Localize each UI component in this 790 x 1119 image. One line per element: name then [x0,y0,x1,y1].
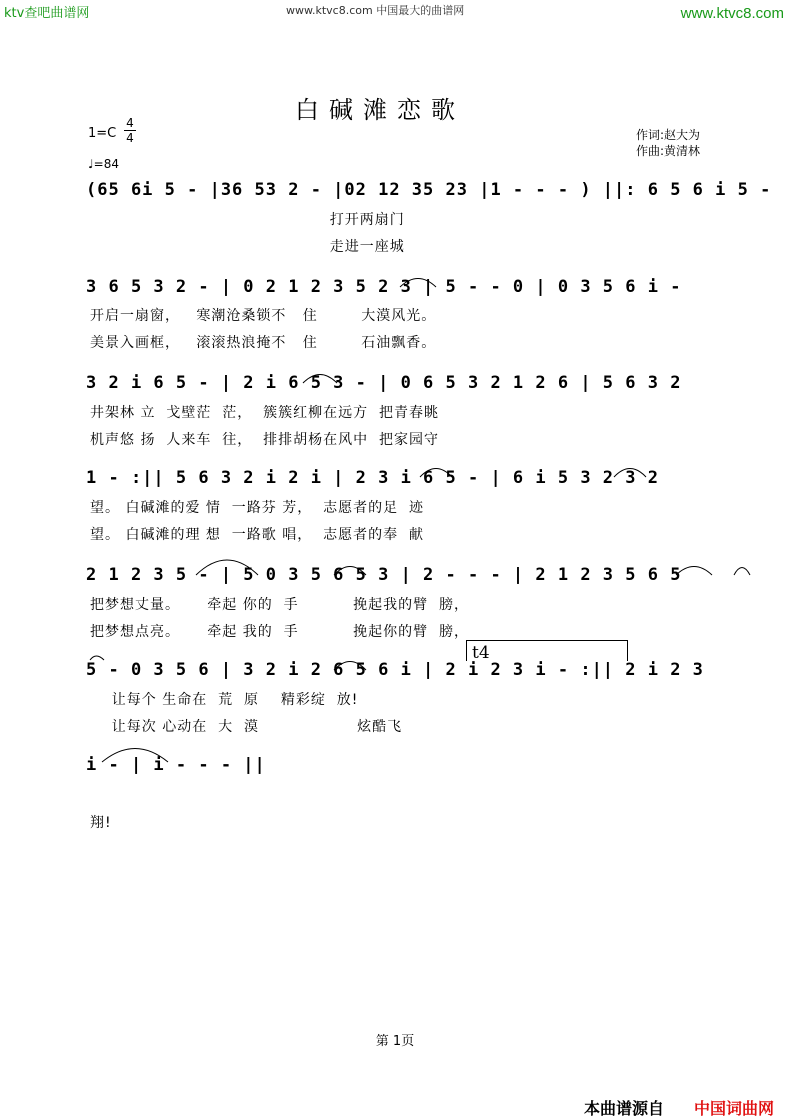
site-logo-left: ktv查吧曲谱网 [4,6,90,21]
lyric-line-1a: 打开两扇门 [90,212,405,228]
lyric-line-5a: 把梦想丈量。 牵起 你的 手 挽起我的臂 膀， [90,597,470,613]
lyric-line-3b: 机声悠 扬 人来车 往， 排排胡杨在风中 把家园守 [90,432,440,448]
lyric-line-5b: 把梦想点亮。 牵起 我的 手 挽起你的臂 膀， [90,624,470,640]
site-url-right: www.ktvc8.com [680,5,784,22]
lyric-line-2a: 开启一扇窗， 寒潮沧桑锁不 住 大漠风光。 [90,308,437,324]
footer-source: 本曲谱源自 [584,1099,665,1118]
key-signature: 1=C [88,126,117,141]
time-bottom: 4 [126,131,134,145]
lyric-line-4b: 望。 白碱滩的理 想 一路歌 唱， 志愿者的奉 献 [90,527,425,543]
lyric-line-3a: 井架林 立 戈壁茫 茫， 簇簇红柳在远方 把青春眺 [90,405,440,421]
lyric-line-2b: 美景入画框， 滚滚热浪掩不 住 石油飘香。 [90,335,437,351]
lyric-line-4a: 望。 白碱滩的爱 情 一路芬 芳， 志愿者的足 迹 [90,500,425,516]
credits: 作词:赵大为 作曲:黄清林 [636,128,701,158]
score-line-4: 1 - :|| 5 6 3 2 i 2 i | 2 3 i 6 5 - | 6 i 5 3 2 3 2 [86,468,659,488]
score-line-3: 3 2 i 6 5 - | 2 i 6 5 3 - | 0 6 5 3 2 1 2 6 | 5 6 3 2 [86,373,682,393]
tempo-mark: ♩=84 [88,157,119,171]
score-line-6: 5 - 0 3 5 6 | 3 2 i 2 6 5 6 i | 2 i 2 3 i - :|| 2 i 2 3 [86,660,704,680]
volta-label: t4 [472,643,490,663]
score-line-1: (65 6i 5 - |36 53 2 - |02 12 35 23 |1 - - - ) ||: 6 5 6 i 5 - [86,180,772,200]
score-line-5: 2 1 2 3 5 - | 5 0 3 5 6 5 3 | 2 - - - | 2 1 2 3 5 6 5 [86,565,682,585]
lyric-line-6a: 让每个 生命在 荒 原 精彩绽 放! [90,692,359,708]
score-line-7: i - | i - - - || [86,755,266,775]
song-title: 白碱滩恋歌 [295,96,465,124]
score-line-2: 3 6 5 3 2 - | 0 2 1 2 3 5 2 3 | 5 - - 0 | 0 3 5 6 i - [86,277,682,297]
footer-brand: 中国词曲网 [694,1099,775,1118]
time-top: 4 [126,116,134,130]
lyric-line-7b: 翔! [90,815,112,831]
lyric-line-6b: 让每次 心动在 大 漠 炫酷飞 [90,719,403,735]
lyric-line-1b: 走进一座城 [90,239,405,255]
site-banner: www.ktvc8.com 中国最大的曲谱网 [286,4,465,17]
page-number: 第 1页 [375,1034,415,1049]
